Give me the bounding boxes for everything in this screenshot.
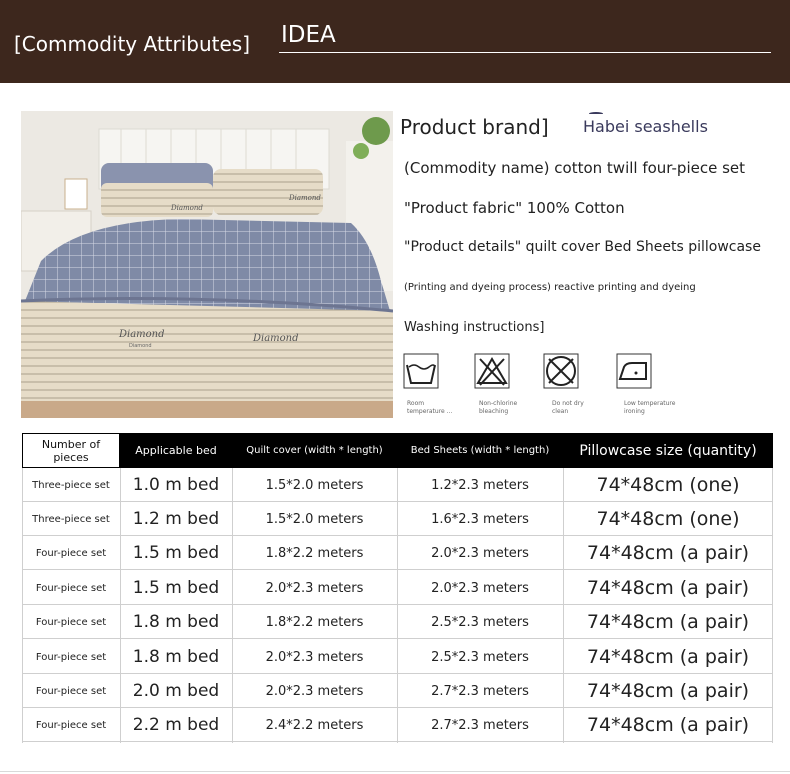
wash-caption-3	[552, 400, 584, 416]
wash-caption-4	[624, 400, 675, 416]
cell-sheets: 2.0*2.3 meters	[431, 545, 529, 561]
cell-pillow: 74*48cm (one)	[596, 508, 740, 530]
wash-caption-1	[407, 400, 452, 416]
cell-quilt: 2.4*2.2 meters	[265, 717, 364, 733]
wash-tub-icon	[403, 353, 439, 389]
wash-caption-line: clean	[552, 408, 569, 415]
cell-quilt: 1.8*2.2 meters	[265, 614, 364, 630]
cell-pieces: Four-piece set	[35, 616, 107, 628]
column-divider	[22, 468, 23, 743]
header-pieces: Number of pieces	[22, 433, 120, 468]
cell-sheets: 2.7*2.3 meters	[431, 683, 529, 699]
cell-quilt: 2.0*2.3 meters	[265, 580, 364, 596]
wash-caption-2	[479, 400, 517, 416]
pillow-logo-subtext: Diamond	[129, 343, 152, 349]
cell-bed: 1.0 m bed	[132, 475, 220, 495]
commodity-name: (Commodity name) cotton twill four-piece set	[404, 159, 746, 177]
wash-caption-line: temperature ...	[407, 408, 453, 415]
cell-pillow: 74*48cm (a pair)	[586, 542, 750, 564]
brand-mark	[589, 112, 603, 115]
wash-caption-line: Low temperature	[624, 400, 676, 407]
column-divider	[397, 468, 398, 743]
column-divider	[772, 468, 773, 743]
iron-low-icon	[616, 353, 652, 389]
cell-sheets: 2.7*2.3 meters	[431, 717, 529, 733]
wash-caption-line: ironing	[624, 408, 645, 415]
cell-pieces: Four-piece set	[35, 651, 107, 663]
pillow-logo-right: Diamond	[289, 194, 321, 202]
cell-bed: 1.5 m bed	[132, 578, 220, 598]
brand-value: Habei seashells	[583, 117, 708, 136]
cell-bed: 1.5 m bed	[132, 543, 220, 563]
cell-pillow: 74*48cm (a pair)	[586, 646, 750, 668]
cell-bed: 1.8 m bed	[132, 612, 220, 632]
cell-quilt: 1.5*2.0 meters	[265, 511, 364, 527]
cell-pieces: Four-piece set	[35, 582, 107, 594]
duvet-logo-text: Diamond	[253, 333, 299, 344]
cell-pieces: Three-piece set	[32, 479, 110, 491]
brand-label: Product brand]	[400, 115, 549, 139]
cell-pillow: 74*48cm (a pair)	[586, 611, 750, 633]
section-title: [Commodity Attributes]	[14, 32, 251, 56]
dyeing-process: (Printing and dyeing process) reactive printing and dyeing	[404, 282, 696, 293]
cell-pieces: Four-piece set	[35, 547, 107, 559]
wash-caption-line: Do not dry	[552, 400, 584, 407]
cell-pillow: 74*48cm (a pair)	[586, 577, 750, 599]
footer-divider	[0, 771, 790, 772]
cell-sheets: 1.6*2.3 meters	[431, 511, 529, 527]
cell-quilt: 2.0*2.3 meters	[265, 683, 364, 699]
cell-quilt: 2.0*2.3 meters	[265, 649, 364, 665]
column-divider	[232, 468, 233, 743]
cell-quilt: 1.8*2.2 meters	[265, 545, 364, 561]
pillow-logo-text: Diamond	[119, 329, 165, 340]
brand-name: IDEA	[281, 22, 336, 48]
header-quilt: Quilt cover (width * length)	[246, 445, 383, 456]
cell-sheets: 2.5*2.3 meters	[431, 614, 529, 630]
header-pillow: Pillowcase size (quantity)	[579, 442, 757, 459]
cell-bed: 1.8 m bed	[132, 647, 220, 667]
cell-pieces: Three-piece set	[32, 513, 110, 525]
washing-instructions: Washing instructions]	[404, 320, 545, 335]
cell-bed: 1.2 m bed	[132, 509, 220, 529]
cell-pillow: 74*48cm (a pair)	[586, 714, 750, 736]
cell-sheets: 1.2*2.3 meters	[431, 477, 529, 493]
wash-caption-line: bleaching	[479, 408, 509, 415]
cell-pieces: Four-piece set	[35, 685, 107, 697]
cell-pillow: 74*48cm (one)	[596, 474, 740, 496]
header-sheets: Bed Sheets (width * length)	[410, 445, 550, 456]
cell-bed: 2.2 m bed	[132, 715, 220, 735]
wash-caption-line: Room	[407, 400, 425, 407]
size-table	[22, 433, 773, 743]
cell-quilt: 1.5*2.0 meters	[265, 477, 364, 493]
header-bed: Applicable bed	[135, 444, 217, 457]
cell-bed: 2.0 m bed	[132, 681, 220, 701]
table-header	[22, 433, 773, 468]
column-divider	[563, 468, 564, 743]
product-fabric: "Product fabric" 100% Cotton	[404, 199, 625, 217]
no-bleach-icon	[474, 353, 510, 389]
column-divider	[120, 468, 121, 743]
product-details: "Product details" quilt cover Bed Sheets pillowcase	[404, 239, 761, 255]
cell-sheets: 2.5*2.3 meters	[431, 649, 529, 665]
cell-sheets: 2.0*2.3 meters	[431, 580, 529, 596]
cell-pillow: 74*48cm (a pair)	[586, 680, 750, 702]
pillow-logo-left: Diamond	[171, 204, 203, 212]
cell-pieces: Four-piece set	[35, 719, 107, 731]
no-tumble-dry-icon	[543, 353, 579, 389]
wash-caption-line: Non-chlorine	[479, 400, 518, 407]
